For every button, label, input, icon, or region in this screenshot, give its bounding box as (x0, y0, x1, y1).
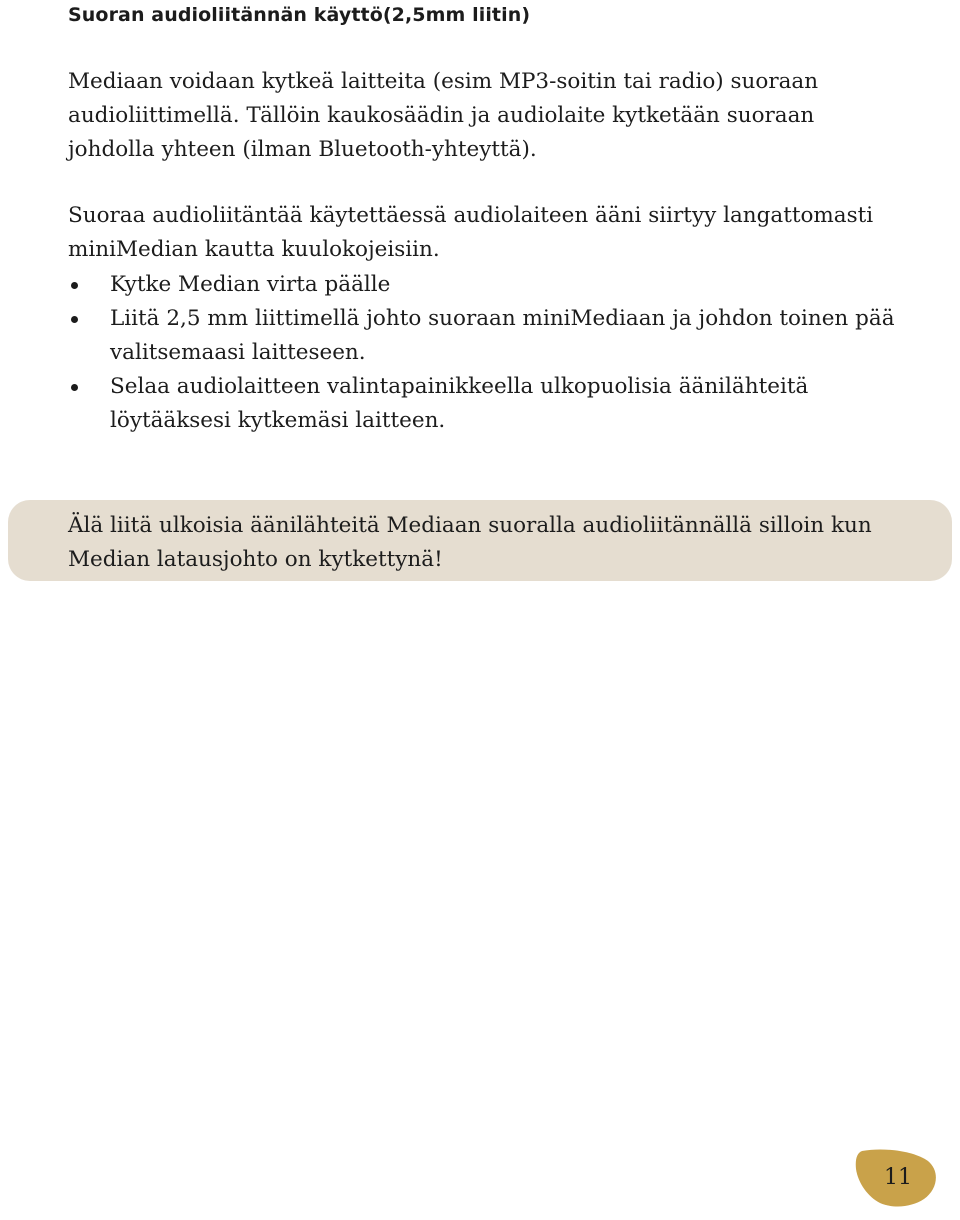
list-item-text: Liitä 2,5 mm liittimellä johto suoraan miniMediaan ja johdon toinen pää valitsemaasi laitteseen. (110, 306, 895, 365)
bullet-icon (71, 384, 78, 391)
list-item-text: Kytke Median virta päälle (110, 272, 391, 297)
list-item-text: Selaa audiolaitteen valintapainikkeella ulkopuolisia äänilähteitä löytääksesi kytkemäsi laitteen. (110, 374, 809, 433)
list-item (68, 268, 928, 302)
list-item (68, 370, 928, 438)
warning-box (8, 500, 952, 581)
bullet-icon (71, 316, 78, 323)
list-item (68, 302, 928, 370)
page-number: 11 (884, 1165, 912, 1190)
bullet-icon (71, 282, 78, 289)
instruction-list (68, 268, 928, 438)
warning-text: Älä liitä ulkoisia äänilähteitä Mediaan suoralla audioliitännällä silloin kun Median latausjohto on kytkettynä! (68, 513, 872, 572)
intro-paragraph: Mediaan voidaan kytkeä laitteita (esim MP3-soitin tai radio) suoraan audioliittimellä. Tällöin kaukosäädin ja audiolaite kytketään suoraan johdolla yhteen (ilman Bluetooth-yhteyttä). (68, 69, 819, 162)
section-heading: Suoran audioliitännän käyttö(2,5mm liitin) (68, 4, 531, 26)
usage-paragraph: Suoraa audioliitäntää käytettäessä audiolaiteen ääni siirtyy langattomasti miniMedian kautta kuulokojeisiin. (68, 203, 874, 262)
